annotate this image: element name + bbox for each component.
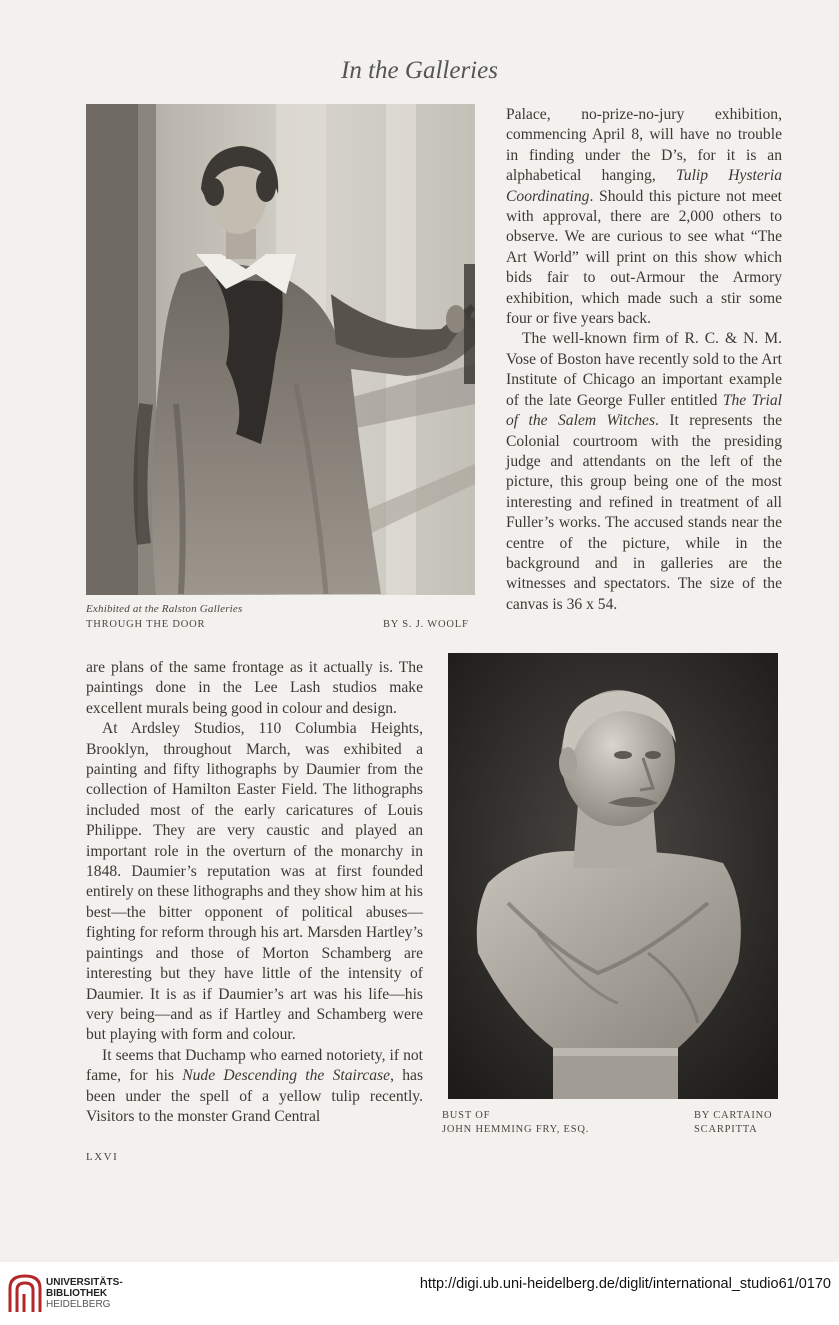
- plate1-exhibition-caption: Exhibited at the Ralston Galleries: [86, 603, 243, 615]
- plate1-artist: BY S. J. WOOLF: [383, 619, 469, 630]
- bust-sculpture-photo: [448, 653, 778, 1099]
- page-folio: LXVI: [86, 1151, 119, 1163]
- plate2-artist-line1: BY CARTAINO: [694, 1110, 773, 1121]
- paragraph-daumier: At Ardsley Studios, 110 Columbia Heights, Brooklyn, throughout March, was exhibited a painting and fifty lithographs by Daumier from the collection of Hamilton Easter Field. The lithographs included most of the early caricatures of Louis Philippe. They are very caustic and played an important role in the overturn of the monarchy in 1848. Daumier’s reputation was at first founded entirely on these lithographs and they show him at his best—the bitter opponent of political abuses—fighting for reform through his art. Marsden Hartley’s paintings and those of Morton Schamberg are interesting but they have little of the intensity of Daumier. It is as if Daumier’s art was his life—his very being—and as if Hartley and Schamberg were but playing with form and colour.: [86, 720, 423, 1044]
- title-nude-descending: Nude Descending the Staircase: [182, 1067, 391, 1085]
- paragraph-vose: The well-known firm of R. C. & N. M. Vose of Boston have recently sold to the Art Institute of Chicago an important example of the late George Fuller entitled The Trial of the Salem Witches. It represents the Colonial courtroom with the presiding judge and attendants on the left of the picture, this group being one of the most interesting and refined in treatment of all Fuller’s works. The accused stands near the centre of the picture, while in the background and in galleries are the witnesses and spectators. The size of the canvas is 36 x 54.: [506, 330, 783, 613]
- left-column-text: [86, 658, 423, 1127]
- paragraph-duchamp: It seems that Duchamp who earned notoriety, if not fame, for his Nude Descending the Staircase, has been under the spell of a yellow tulip recently. Visitors to the monster Grand Central: [86, 1046, 424, 1125]
- library-name: UNIVERSITÄTS- BIBLIOTHEK HEIDELBERG: [46, 1277, 123, 1310]
- plate2-title-line1: BUST OF: [442, 1110, 491, 1121]
- heidelberg-library-logo-icon: [8, 1274, 42, 1314]
- right-column-text: [506, 105, 782, 615]
- library-footer: [0, 1262, 839, 1325]
- paragraph-grand-central: Palace, no-prize-no-jury exhibition, commencing April 8, will have no trouble in finding under the D’s, for it is an alphabetical hanging, Tulip Hysteria Coordinating. Should this picture not meet with approval, there are 2,000 others to observe. We are curious to see what “The Art World” will print on this show which bids fair to out-Armour the Armory exhibition, which made such a stir some four or five years back.: [506, 106, 782, 328]
- source-url-link[interactable]: http://digi.ub.uni-heidelberg.de/diglit/international_studio61/0170: [419, 1276, 831, 1292]
- title-salem-witches: The Trial of the Salem Witches: [506, 391, 783, 430]
- plate1-title: THROUGH THE DOOR: [86, 619, 206, 630]
- paragraph-lee-lash: are plans of the same frontage as it actually is. The paintings done in the Lee Lash studios make excellent murals being good in colour and design.: [86, 659, 423, 717]
- painting-through-the-door: [86, 104, 475, 595]
- title-tulip-hysteria: Tulip Hysteria Coordinating: [506, 167, 782, 205]
- running-title: In the Galleries: [341, 57, 498, 84]
- plate2-title-line2: JOHN HEMMING FRY, ESQ.: [442, 1124, 590, 1135]
- plate2-artist-line2: SCARPITTA: [694, 1124, 758, 1135]
